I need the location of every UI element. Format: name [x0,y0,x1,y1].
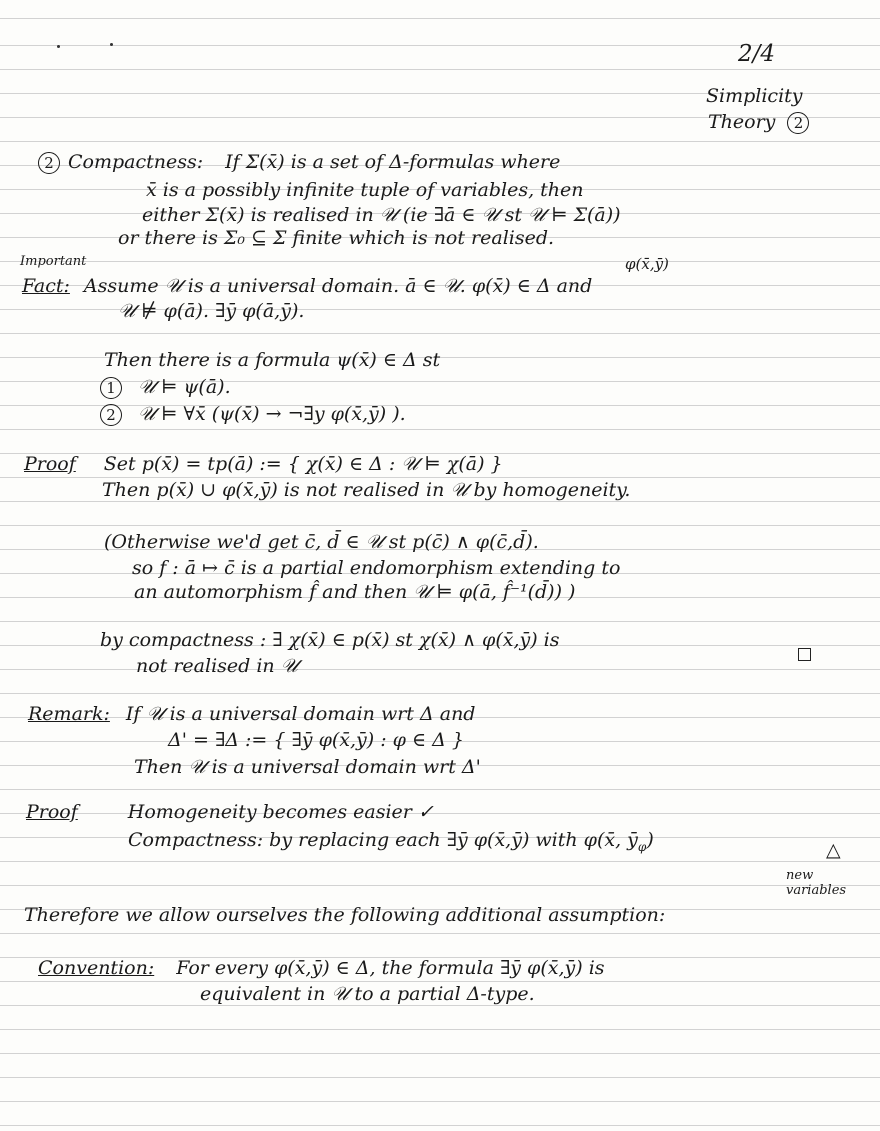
remark-label: Remark: [28,703,110,725]
subject-title-line1: Simplicity [706,85,803,107]
important-note: Important [20,254,87,269]
remark-line-1 [28,702,475,726]
fact-condition-2 [100,402,406,426]
subject-title-text: Theory [708,111,776,133]
compactness-label: Compactness: [68,151,204,173]
condition-1-text: 𝒰 ⊨ ψ(ā). [138,376,231,398]
ink-speck [110,43,113,46]
fact-line-1-text: Assume 𝒰 is a universal domain. ā ∈ 𝒰. φ(x̄) ∈ Δ and [83,275,593,297]
fact-label: Fact: [22,275,70,297]
compactness-heading [38,150,560,174]
convention-line-1-text: For every φ(x̄,ȳ) ∈ Δ, the formula ∃ȳ φ(x̄,ȳ) is [176,957,605,979]
proof-label: Proof [24,453,76,475]
ink-speck [57,45,60,48]
fact-condition-1 [100,375,231,399]
compactness-line-3: either Σ(x̄) is realised in 𝒰 (ie ∃ā ∈ 𝒰 st 𝒰 ⊨ Σ(ā)) [142,204,621,226]
condition-number-circle: 2 [100,404,122,426]
proof2-line-2-text: Compactness: by replacing each ∃ȳ φ(x̄,ȳ) with φ(x̄, ȳ [128,829,638,851]
compactness-line-4: or there is Σ₀ ⊆ Σ finite which is not realised. [118,227,555,249]
compactness-number-circle: 2 [38,152,60,174]
proof1-line-1-text: Set p(x̄) = tp(ā) := { χ(x̄) ∈ Δ : 𝒰 ⊨ χ(ā) } [103,453,503,475]
fact-annotation: φ(x̄,ȳ) [625,255,669,273]
convention-label: Convention: [38,957,155,979]
therefore-line: Therefore we allow ourselves the following additional assumption: [24,904,666,926]
proof1-line-4: so f : ā ↦ c̄ is a partial endomorphism extending to [132,557,621,579]
page-number: 2/4 [738,41,776,67]
condition-number-circle: 1 [100,377,122,399]
variable-subscript: φ [637,839,647,854]
proof-label: Proof [26,801,78,823]
proof2-line-1-text: Homogeneity becomes easier ✓ [127,801,434,823]
compactness-line-2: x̄ is a possibly infinite tuple of variables, then [146,179,584,201]
fact-line-3: Then there is a formula ψ(x̄) ∈ Δ st [104,349,441,371]
proof1-line-3: (Otherwise we'd get c̄, d̄ ∈ 𝒰 st p(c̄) ∧ φ(c̄,d̄). [104,531,539,553]
proof2-line-2 [128,828,654,859]
proof1-line-1 [24,452,503,476]
section-number-circle: 2 [787,112,809,134]
fact-line-2: 𝒰 ⊭ φ(ā). ∃ȳ φ(ā,ȳ). [118,300,305,322]
condition-2-text: 𝒰 ⊨ ∀x̄ (ψ(x̄) → ¬∃y φ(x̄,ȳ) ). [138,403,406,425]
new-variables-note: variables [786,883,847,898]
proof1-line-5: an automorphism f̂ and then 𝒰 ⊨ φ(ā, f̂⁻¹(d̄)) ) [134,581,576,603]
qed-box-icon [798,648,811,661]
remark-line-2: Δ' = ∃Δ := { ∃ȳ φ(x̄,ȳ) : φ ∈ Δ } [168,729,464,751]
remark-line-3: Then 𝒰 is a universal domain wrt Δ' [134,756,481,778]
compactness-line-1: If Σ(x̄) is a set of Δ-formulas where [225,151,561,173]
fact-line-1 [22,274,592,298]
remark-line-1-text: If 𝒰 is a universal domain wrt Δ and [125,703,476,725]
proof2-line-1 [26,800,434,824]
new-variables-note: new [786,868,814,883]
proof1-line-7: not realised in 𝒰 [136,655,298,677]
proof1-line-6: by compactness : ∃ χ(x̄) ∈ p(x̄) st χ(x̄) ∧ φ(x̄,ȳ) is [100,629,560,651]
subject-title-line2 [708,110,813,134]
convention-line-1 [38,956,605,980]
convention-line-2: equivalent in 𝒰 to a partial Δ-type. [200,983,535,1005]
proof1-line-2: Then p(x̄) ∪ φ(x̄,ȳ) is not realised in 𝒰 by homogeneity. [102,479,631,501]
end-triangle-icon: △ [826,839,841,861]
closing-paren: ) [646,829,654,851]
